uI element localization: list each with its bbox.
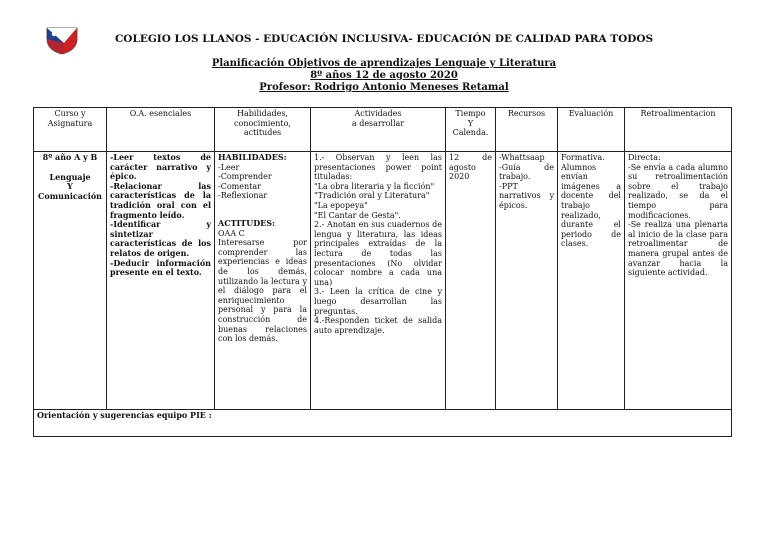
col-header-recursos: Recursos [496, 108, 558, 152]
table-header-row [34, 108, 732, 152]
col-header-curso: Curso y Asignatura [34, 108, 107, 152]
cell-recursos: -Whattsaap -Guía de trabajo. -PPT narrativos y épicos. [496, 152, 558, 410]
col-header-retro: Retroalimentacion [625, 108, 732, 152]
col-header-evaluacion: Evaluación [558, 108, 625, 152]
cell-evaluacion: Formativa. Alumnos envían imágenes a docente del trabajo realizado, durante el periodo de clases. [558, 152, 625, 410]
col-header-habilidades: Habilidades, conocimiento, actitudes [215, 108, 311, 152]
cell-habilidades: HABILIDADES: -Leer -Comprender -Comentar -Reflexionar ACTITUDES: OAA C Interesarse por comprender las experiencias e ideas de los demás, utilizando la lectura y el diálogo para el enriquecimiento personal y para la construcción de buenas relaciones con los demás. [215, 152, 311, 410]
plan-title: Planificación Objetivos de aprendizajes Lenguaje y Literatura [211, 58, 557, 69]
table-row [34, 152, 732, 410]
cell-actividades: 1.- Observan y leen las presentaciones power point tituladas: "La obra literaria y la ficción" "Tradición oral y Literatura" "La epopeya" "El Cantar de Gesta". 2.- Anotan en sus cuadernos de lengua y literatura, las ideas principales extraídas de la lectura de todas las presentaciones (No olvidar colocar nombre a cada una una) 3.- Leen la crítica de cine y luego desarrollan las preguntas. 4.-Responden ticket de salida auto aprendizaje. [311, 152, 446, 410]
teacher-line: Profesor: Rodrigo Antonio Meneses Retamal [259, 82, 509, 93]
col-header-actividades: Actividades a desarrollar [311, 108, 446, 152]
cell-curso: 8º año A y B Lenguaje Y Comunicación [34, 152, 107, 410]
pie-label: Orientación y sugerencias equipo PIE : [34, 410, 732, 437]
cell-tiempo: 12 de agosto 2020 [446, 152, 496, 410]
date-line: 8º años 12 de agosto 2020 [310, 70, 458, 81]
col-header-tiempo: Tiempo Y Calenda. [446, 108, 496, 152]
school-title: COLEGIO LOS LLANOS - EDUCACIÓN INCLUSIVA- EDUCACIÓN DE CALIDAD PARA TODOS [114, 33, 654, 45]
col-header-oa: O.A. esenciales [107, 108, 215, 152]
planning-table [33, 107, 732, 437]
cell-retro: Directa: -Se envía a cada alumno su retroalimentación sobre el trabajo realizado, se da el tiempo para modificaciones. -Se realiza una plenaria al inicio de la clase para retroalimentar de manera grupal antes de avanzar hacia la siguiente actividad. [625, 152, 732, 410]
cell-oa: -Leer textos de carácter narrativo y épico. -Relacionar las características de la tradición oral con el fragmento leído. -Identificar y sintetizar características de los relatos de origen. -Deducir información presente en el texto. [107, 152, 215, 410]
pie-row [34, 410, 732, 437]
